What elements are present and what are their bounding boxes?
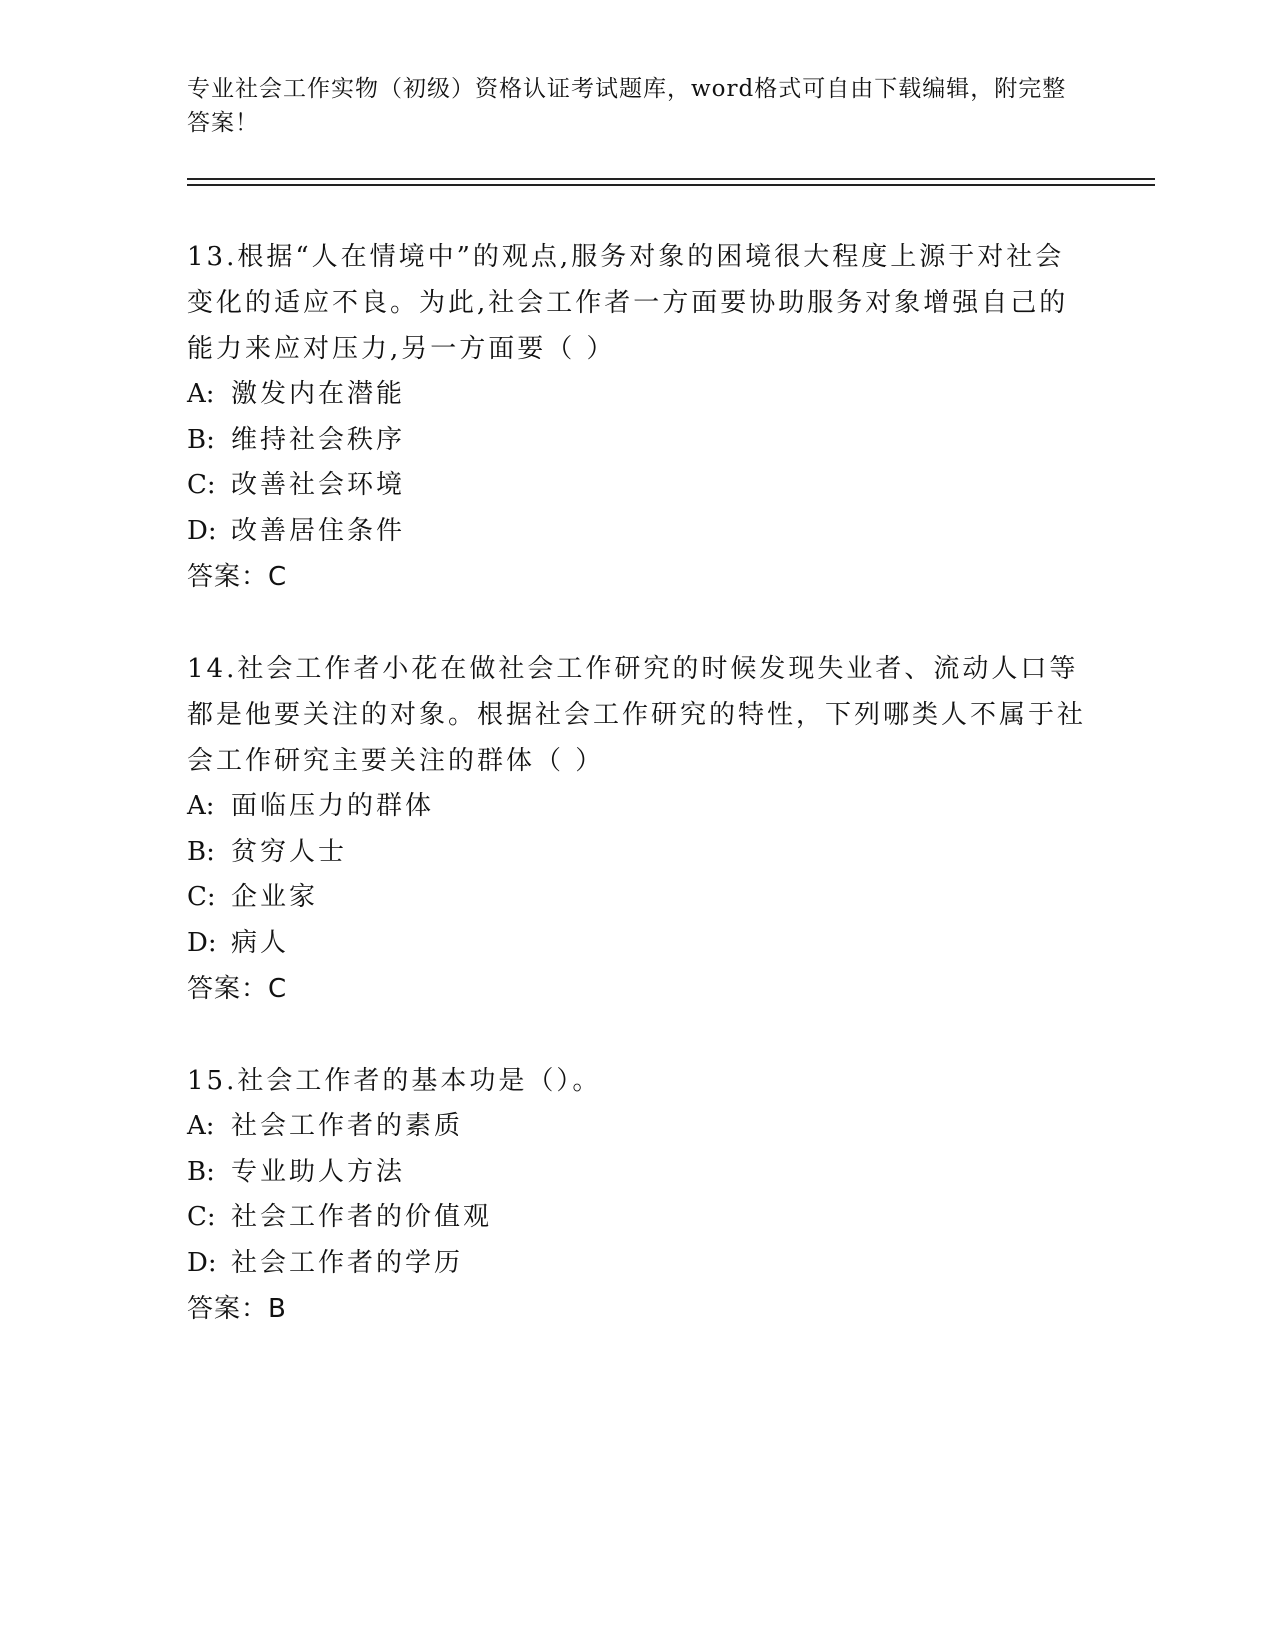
option-text: 改善社会环境 bbox=[231, 470, 406, 500]
answer-line: 答案：C bbox=[187, 562, 288, 592]
option-text: 社会工作者的学历 bbox=[231, 1247, 464, 1278]
option-text: 改善居住条件 bbox=[231, 515, 406, 546]
option-text: 社会工作者的素质 bbox=[231, 1111, 464, 1141]
option-b bbox=[187, 830, 1087, 876]
option-text: 激发内在潜能 bbox=[231, 379, 406, 409]
option-c bbox=[187, 463, 1087, 509]
option-a bbox=[187, 372, 1087, 418]
question-stem: 14.社会工作者小花在做社会工作研究的时候发现失业者、流动人口等都是他要关注的对象。根据社会工作研究的特性，下列哪类人不属于社会工作研究主要关注的群体（ ） bbox=[187, 654, 1087, 776]
option-text: 维持社会秩序 bbox=[231, 424, 406, 455]
option-letter: D: bbox=[187, 1247, 217, 1278]
option-b bbox=[187, 418, 1087, 464]
question-15 bbox=[187, 1058, 1087, 1332]
option-a bbox=[187, 1104, 1087, 1150]
option-d bbox=[187, 509, 1087, 555]
option-letter: C: bbox=[187, 882, 216, 912]
option-b bbox=[187, 1150, 1087, 1196]
option-letter: C: bbox=[187, 470, 216, 500]
question-stem: 13.根据“人在情境中”的观点,服务对象的困境很大程度上源于对社会变化的适应不良。为此,社会工作者一方面要协助服务对象增强自己的能力来应对压力,另一方面要（ ） bbox=[187, 242, 1069, 364]
answer-line: 答案：C bbox=[187, 974, 288, 1004]
question-14 bbox=[187, 646, 1087, 1012]
option-c bbox=[187, 1195, 1087, 1241]
option-text: 病人 bbox=[231, 927, 290, 958]
option-letter: A: bbox=[187, 1111, 215, 1141]
option-letter: A: bbox=[187, 379, 215, 409]
question-13 bbox=[187, 234, 1087, 600]
option-letter: C: bbox=[187, 1202, 216, 1232]
option-text: 面临压力的群体 bbox=[231, 791, 435, 821]
option-text: 社会工作者的价值观 bbox=[231, 1202, 493, 1232]
option-letter: D: bbox=[187, 927, 217, 958]
header-rule-bottom bbox=[187, 184, 1155, 186]
document-header: 专业社会工作实物（初级）资格认证考试题库，word格式可自由下载编辑，附完整答案！ bbox=[187, 76, 1067, 136]
option-letter: A: bbox=[187, 791, 215, 821]
option-d bbox=[187, 921, 1087, 967]
header-rule-top bbox=[187, 178, 1155, 180]
option-text: 企业家 bbox=[231, 882, 319, 912]
option-letter: B: bbox=[187, 424, 215, 455]
option-letter: B: bbox=[187, 836, 215, 867]
option-a bbox=[187, 784, 1087, 830]
option-text: 专业助人方法 bbox=[231, 1156, 406, 1187]
option-d bbox=[187, 1241, 1087, 1287]
option-letter: D: bbox=[187, 515, 217, 546]
option-letter: B: bbox=[187, 1156, 215, 1187]
option-c bbox=[187, 875, 1087, 921]
option-text: 贫穷人士 bbox=[231, 836, 348, 867]
answer-line: 答案：B bbox=[187, 1294, 287, 1324]
question-stem: 15.社会工作者的基本功是（）。 bbox=[187, 1066, 602, 1096]
